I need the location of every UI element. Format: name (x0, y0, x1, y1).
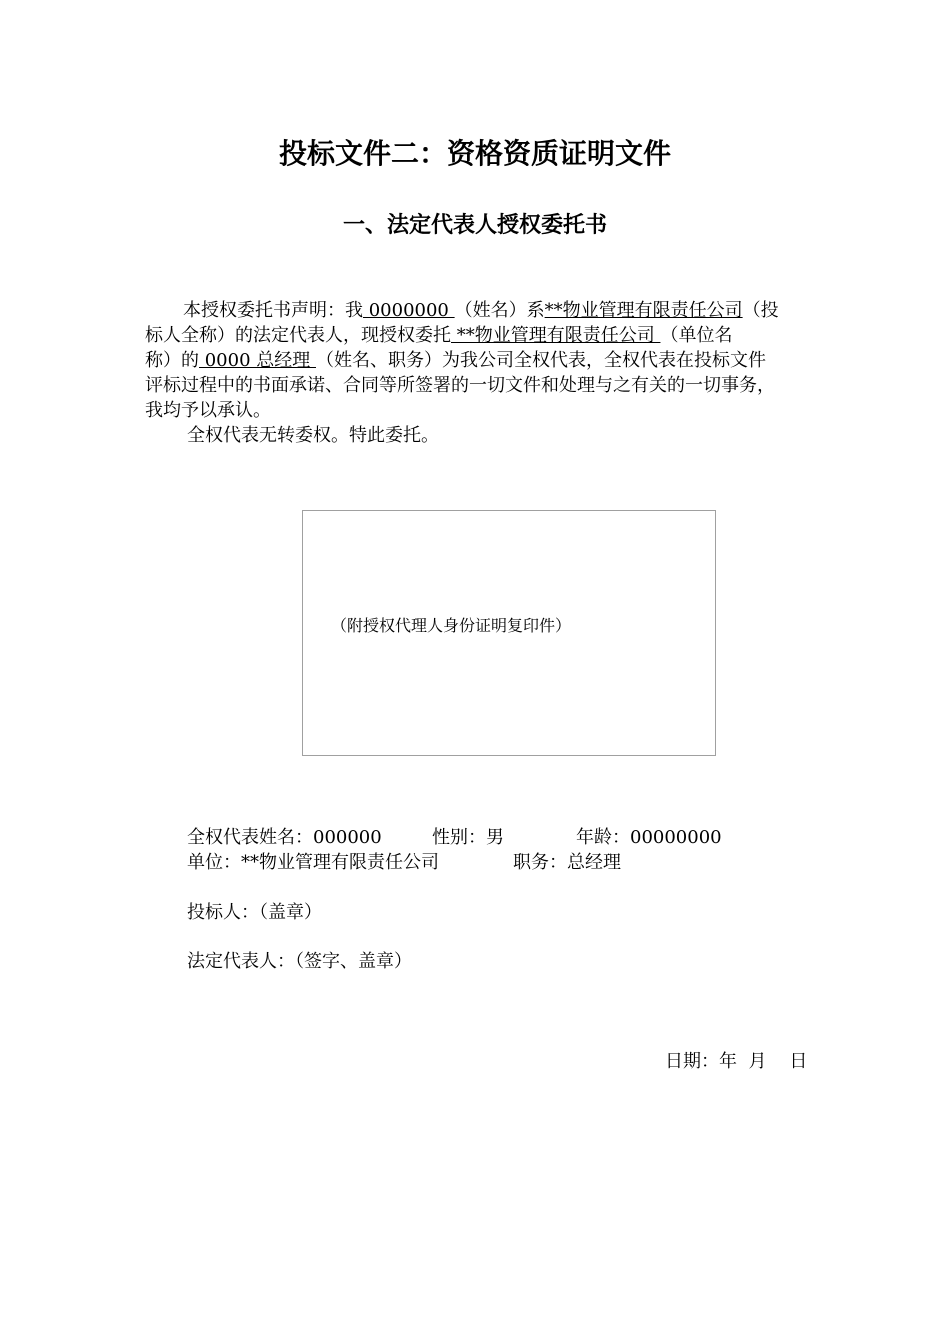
agent-position-field: 职务：总经理 (513, 852, 621, 873)
statement-line-2: 标人全称）的法定代表人，现授权委托 **物业管理有限责任公司 （单位名 (145, 325, 733, 346)
agent-company: **物业管理有限责任公司 (451, 325, 661, 346)
agent-name-position: 0000 总经理 (199, 350, 316, 371)
legal-rep-sign-line: 法定代表人：（签字、盖章） (187, 951, 412, 972)
document-title: 投标文件二：资格资质证明文件 (278, 137, 671, 170)
id-copy-box (302, 510, 716, 756)
section-title: 一、法定代表人授权委托书 (342, 212, 607, 238)
agent-age-field: 年龄：00000000 (576, 827, 722, 848)
statement-line-5: 我均予以承认。 (145, 400, 271, 421)
agent-unit-field: 单位：**物业管理有限责任公司 (187, 852, 439, 873)
statement-line-6: 全权代表无转委权。特此委托。 (187, 425, 439, 446)
agent-name-field: 全权代表姓名：000000 (187, 827, 382, 848)
legal-rep-name: 0000000 (363, 300, 455, 321)
id-copy-note: （附授权代理人身份证明复印件） (331, 616, 572, 635)
statement-line-4: 评标过程中的书面承诺、合同等所签署的一切文件和处理与之有关的一切事务， (145, 375, 775, 396)
statement-line-1: 本授权委托书声明：我 0000000 （姓名）系**物业管理有限责任公司（投 (183, 300, 779, 321)
agent-gender-field: 性别：男 (432, 827, 504, 848)
statement-line-3: 称）的 0000 总经理 （姓名、职务）为我公司全权代表，全权代表在投标文件 (145, 350, 766, 371)
bidder-seal-line: 投标人：（盖章） (187, 902, 322, 923)
bidder-company: **物业管理有限责任公司 (544, 300, 743, 321)
date-line: 日期：年 月 日 (665, 1051, 808, 1072)
